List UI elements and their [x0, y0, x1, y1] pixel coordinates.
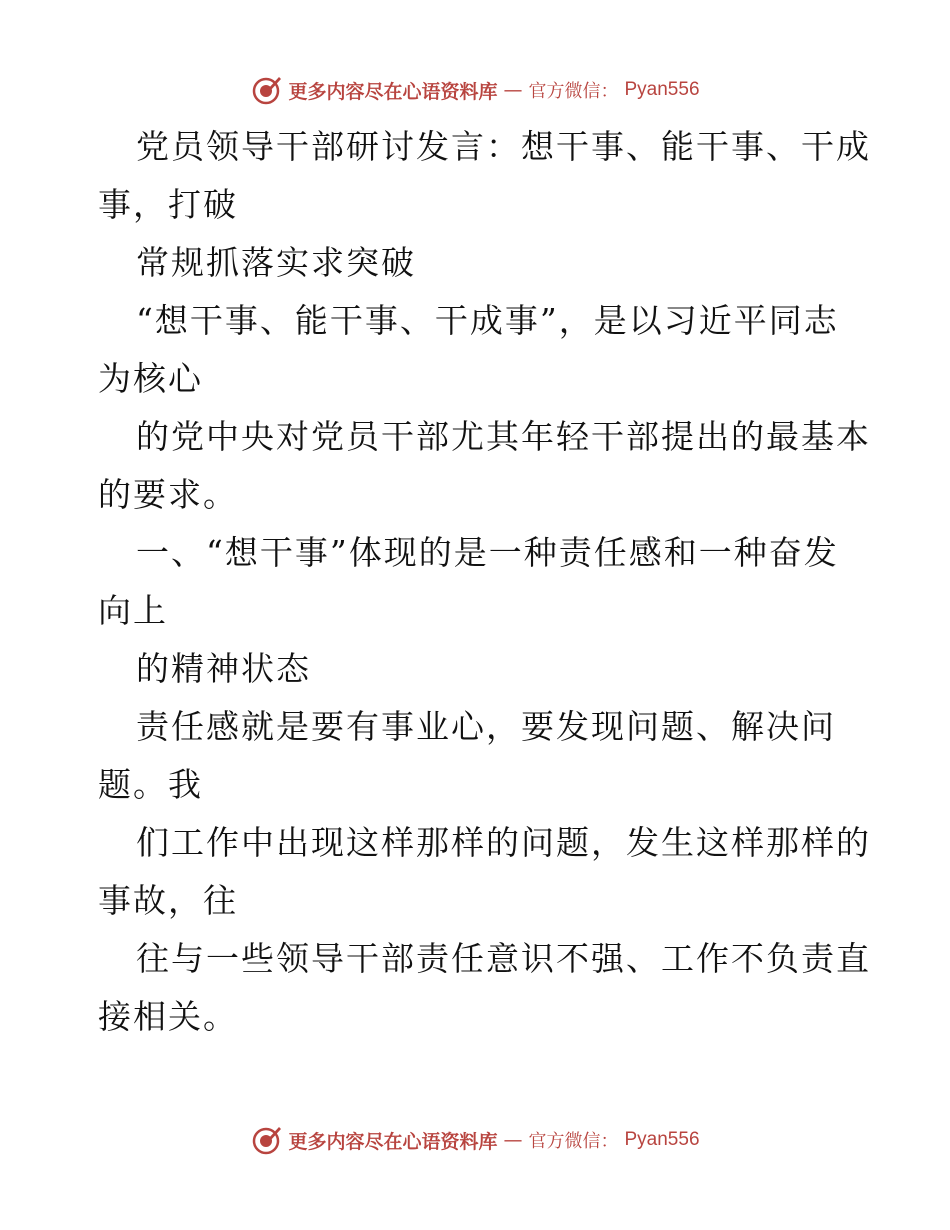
watermark-wechat-id: Pyan556 — [624, 1129, 700, 1150]
document-line: 常规抓落实求突破 — [136, 243, 416, 282]
watermark-wechat-id: Pyan556 — [624, 79, 700, 100]
watermark-wechat-label: 官方微信： — [528, 81, 619, 102]
pen-seal-icon — [250, 1124, 282, 1156]
document-line: 往与一些领导干部责任意识不强、工作不负责直 — [136, 939, 871, 978]
document-line: 为核心 — [98, 359, 203, 398]
document-line: 们工作中出现这样那样的问题，发生这样那样的 — [136, 823, 871, 862]
footer-watermark — [0, 1120, 950, 1160]
document-line: 一、“想干事”体现的是一种责任感和一种奋发 — [136, 533, 839, 572]
document-line: 责任感就是要有事业心，要发现问题、解决问 — [136, 707, 836, 746]
pen-seal-icon — [250, 74, 282, 106]
document-line: 事，打破 — [98, 185, 238, 224]
watermark-library-text: 更多内容尽在心语资料库 — [288, 1130, 498, 1153]
document-line: 向上 — [98, 591, 168, 630]
watermark-dash: — — [503, 79, 523, 101]
watermark-dash: — — [503, 1129, 523, 1151]
document-line: 党员领导干部研讨发言：想干事、能干事、干成 — [136, 127, 871, 166]
watermark-library-text: 更多内容尽在心语资料库 — [288, 80, 498, 103]
document-line: “想干事、能干事、干成事”，是以习近平同志 — [136, 301, 839, 340]
document-line: 接相关。 — [98, 997, 238, 1036]
document-line: 事故，往 — [98, 881, 238, 920]
document-body — [98, 118, 871, 1046]
document-line: 的精神状态 — [136, 649, 311, 688]
document-line: 题。我 — [98, 765, 203, 804]
watermark-wechat-label: 官方微信： — [528, 1131, 619, 1152]
header-watermark — [0, 70, 950, 110]
document-line: 的要求。 — [98, 475, 238, 514]
document-line: 的党中央对党员干部尤其年轻干部提出的最基本 — [136, 417, 871, 456]
